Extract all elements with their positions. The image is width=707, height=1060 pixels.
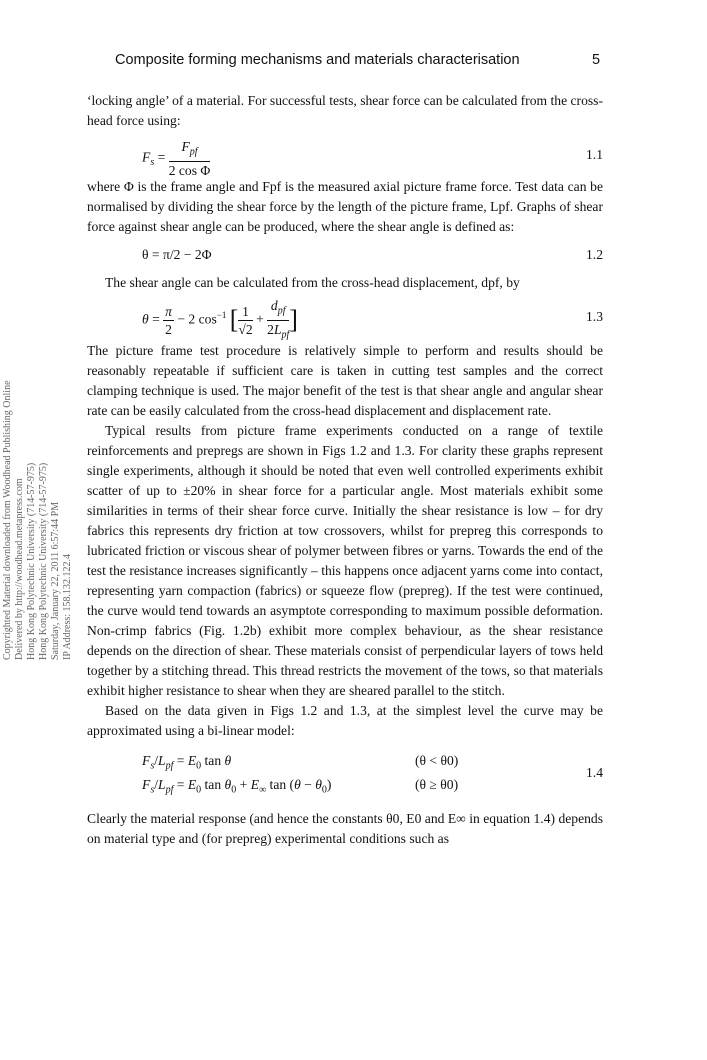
watermark-line: Hong Kong Polytechnic University (714-57-975) (38, 462, 49, 660)
watermark-line: Delivered by http://woodhead.metapress.com (14, 478, 25, 660)
equation-1-2 (87, 239, 603, 273)
body-text (87, 91, 603, 849)
equation-number: 1.2 (586, 247, 603, 262)
paragraph: The shear angle can be calculated from the cross-head displacement, dpf, by (105, 275, 520, 290)
running-title: Composite forming mechanisms and materials characterisation (115, 52, 520, 68)
watermark-line: Hong Kong Polytechnic University (714-57-975) (26, 462, 37, 660)
paragraph: Based on the data given in Figs 1.2 and 1.3, at the simplest level the curve may be approximated using a bi-linear model: (87, 703, 603, 738)
paragraph: ‘locking angle’ of a material. For successful tests, shear force can be calculated from the cross-head force using: (87, 93, 603, 128)
paragraph: Typical results from picture frame experiments conducted on a range of textile reinforcements and prepregs are shown in Figs 1.2 and 1.3. For clarity these graphs represent single experiments, although it should be noted that even well controlled experiments exhibit scatter of up to ±20% in shear force for a particular angle. Most materials exhibit some similarities in terms of their shear force curve. Initially the shear resistance is low – for dry fabrics this represents dry friction at tow crossovers, whilst for prepreg this corresponds to lubricated friction or viscous shear of polymer between fibres or yarns. Towards the end of the test the resistance increases significantly – this happens once adjacent yarns come into contact, representing yarn compaction (fabrics) or squeeze flow (prepreg). If the test were continued, the curve would tend towards an asymptote corresponding to maximum possible deformation. Non-crimp fabrics (Fig. 1.2b) exhibit more complex behaviour, as the shear resistance depends on the direction of shear. These materials consist of perpendicular layers of tows held together by a stitching thread. This thread restricts the movement of the tows, so that materials exhibit higher resistance to shear when they are sheared parallel to the stitch. (87, 423, 603, 698)
equation-number: 1.3 (586, 309, 603, 324)
equation-condition: (θ ≥ θ0) (415, 777, 459, 792)
equation-number: 1.4 (586, 765, 603, 780)
watermark-line: Saturday, January 22, 2011 6:57:44 PM (50, 501, 61, 660)
equation-text: θ = π/2 − 2Φ (142, 247, 212, 262)
equation-condition: (θ < θ0) (415, 753, 459, 768)
equation-1-4: $F_s/L_{pf} = E_0$ tan θ (θ < θ0) $F_s/L_{pf} = E_0$ $\tan \theta_0 + E_\infty$ $\tan (\theta - \theta_0)$ (θ ≥ θ0) 1.4 (142, 753, 603, 796)
paragraph: where Φ is the frame angle and Fpf is the measured axial picture frame force. Test data can be normalised by dividing the shear force by the length of the picture frame, Lpf. Graphs of shear force against shear angle can be produced, where the shear angle is defined as: (87, 179, 603, 234)
page-header (0, 52, 707, 72)
equation-1-3: θ = $\frac{\pi}{2}$ − 2 $\cos^{-1}$ [ $\frac{1}{√2}$ + $\frac{d_{pf}}{2L_{pf}}$ ] 1.3 (142, 298, 603, 341)
watermark-line: Copyrighted Material downloaded from Woodhead Publishing Online (2, 380, 13, 660)
paragraph: The picture frame test procedure is relatively simple to perform and results should be reasonably repeatable if sufficient care is taken in cutting test samples and the correct clamping technique is used. The major benefit of the test is that shear angle and angular shear rate can be easily calculated from the cross-head displacement and displacement rate. (87, 343, 603, 418)
page-number: 5 (592, 52, 601, 68)
watermark-line: IP Address: 158.132.122.4 (62, 553, 73, 660)
paragraph: Clearly the material response (and hence the constants θ0, E0 and E∞ in equation 1.4) depends on material type and (for prepreg) experimental conditions such as (87, 811, 603, 846)
equation-number: 1.1 (586, 147, 603, 162)
equation-1-1: $F_s$ = $\frac{F_{pf}}{\text{2 cos Φ}}$ 1.1 (142, 139, 603, 178)
